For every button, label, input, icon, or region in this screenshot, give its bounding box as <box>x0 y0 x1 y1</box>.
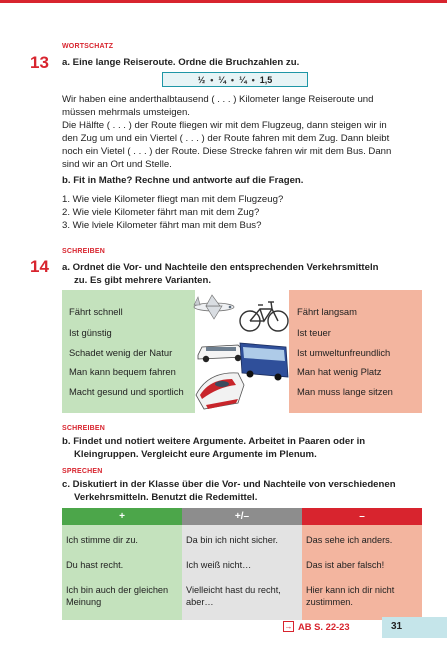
con-item: Fährt langsam <box>297 306 357 317</box>
ex13-questions <box>62 193 283 232</box>
airplane-icon <box>194 295 234 319</box>
question-item: 1. Wie viele Kilometer fliegt man mit dem Flugzeug? <box>62 194 284 205</box>
train-icon <box>196 373 244 409</box>
redemittel-table <box>62 508 422 620</box>
con-item: Ist teuer <box>297 327 331 338</box>
ex13-task-a: a. Eine lange Reiseroute. Ordne die Bruchzahlen zu. <box>62 57 300 68</box>
table-cell: Ich bin auch der gleichen Meinung <box>66 585 169 607</box>
table-cell: Das sehe ich anders. <box>306 535 393 545</box>
pro-item: Ist günstig <box>69 327 112 338</box>
ex14-task-c-line1: c. Diskutiert in der Klasse über die Vor- und Nachteile von verschiedenen <box>62 479 396 490</box>
pros-panel <box>62 290 195 413</box>
table-cell: Da bin ich nicht sicher. <box>186 535 278 545</box>
arrow-right-icon: → <box>284 621 293 631</box>
table-cell: Du hast recht. <box>66 560 124 570</box>
header-agree: + <box>62 508 182 525</box>
column-neutral <box>182 525 302 620</box>
bus-icon <box>240 343 288 381</box>
table-cell: Das ist aber falsch! <box>306 560 385 570</box>
ex13-text-line: müssen mehrmals umsteigen. <box>62 107 190 118</box>
column-agree <box>62 525 182 620</box>
ex13-text-line: Wir haben eine anderthalbtausend ( . . . ) Kilometer lange Reiseroute und <box>62 94 374 105</box>
header-neutral: +/– <box>182 508 302 525</box>
question-item: 3. Wie lviele Kilometer fährt man mit dem Bus? <box>62 220 262 231</box>
limousine-icon <box>198 345 246 362</box>
fraction-2: ¼ <box>218 74 226 85</box>
pro-item: Fährt schnell <box>69 306 123 317</box>
ex13-tag: WORTSCHATZ <box>62 43 114 50</box>
ex14-task-b-line1: b. Findet und notiert weitere Argumente. Arbeitet in Paaren oder in <box>62 436 366 447</box>
table-cell: Hier kann ich dir nicht zustimmen. <box>306 585 395 607</box>
vehicle-pictures <box>192 285 292 415</box>
pro-item: Macht gesund und sportlich <box>69 386 184 397</box>
ex14-tag-a: SCHREIBEN <box>62 248 106 255</box>
ex13-text-line: den Zug um und ein Viertel ( . . . ) der Route fahren mit dem Zug. Dann bleibt <box>62 133 390 144</box>
table-body <box>62 525 422 620</box>
ex13-text-line: sind wir an Ort und Stelle. <box>62 159 172 170</box>
ex14-number: 14 <box>30 257 49 276</box>
ex13-text-line: noch ein Vietel ( . . . ) der Route. Diese Strecke fahren wir mit dem Bus. Dann <box>62 146 392 157</box>
pro-item: Man kann bequem fahren <box>69 366 176 377</box>
ex14-task-a-line2: zu. Es gibt mehrere Varianten. <box>74 275 212 286</box>
workbook-reference-label: AB S. 22-23 <box>298 621 350 632</box>
ex14-task-b-line2: Kleingruppen. Vergleicht eure Argumente im Plenum. <box>74 449 317 460</box>
pro-item: Schadet wenig der Natur <box>69 347 173 358</box>
ex13-text <box>62 93 422 171</box>
ex14-tag-c: SPRECHEN <box>62 468 103 475</box>
fraction-3: ¼ <box>239 74 247 85</box>
question-item: 2. Wie viele Kilometer fährt man mit dem Zug? <box>62 207 260 218</box>
cons-panel <box>289 290 422 413</box>
ex13-task-b: b. Fit in Mathe? Rechne und antworte auf die Fragen. <box>62 175 304 186</box>
workbook-reference[interactable] <box>283 621 350 632</box>
fraction-box <box>162 72 308 87</box>
con-item: Man muss lange sitzen <box>297 386 393 397</box>
fraction-separator: • <box>251 74 255 85</box>
fraction-4: 1,5 <box>259 74 273 85</box>
table-cell: Vielleicht hast du recht, aber… <box>186 585 281 607</box>
table-cell: Ich stimme dir zu. <box>66 535 138 545</box>
fraction-separator: • <box>230 74 235 85</box>
top-red-rule <box>0 0 447 3</box>
page-number: 31 <box>391 621 403 632</box>
header-disagree: – <box>302 508 422 525</box>
fraction-1: ½ <box>197 74 206 85</box>
bicycle-icon <box>240 302 288 331</box>
ex14-task-c-line2: Verkehrsmitteln. Benutzt die Redemittel. <box>74 492 258 503</box>
con-item: Ist umweltunfreundlich <box>297 347 391 358</box>
ex13-text-line: Die Hälfte ( . . . ) der Route fliegen wir mit dem Flugzeug, dann steigen wir in <box>62 120 387 131</box>
column-disagree <box>302 525 422 620</box>
table-cell: Ich weiß nicht… <box>186 560 252 570</box>
table-header-row <box>62 508 422 525</box>
ex14-task-a-line1: a. Ordnet die Vor- und Nachteile den entsprechenden Verkehrsmitteln <box>62 262 379 273</box>
ex14-tag-b: SCHREIBEN <box>62 425 106 432</box>
con-item: Man hat wenig Platz <box>297 366 382 377</box>
ex13-number: 13 <box>30 53 49 72</box>
fraction-separator: • <box>210 74 214 85</box>
